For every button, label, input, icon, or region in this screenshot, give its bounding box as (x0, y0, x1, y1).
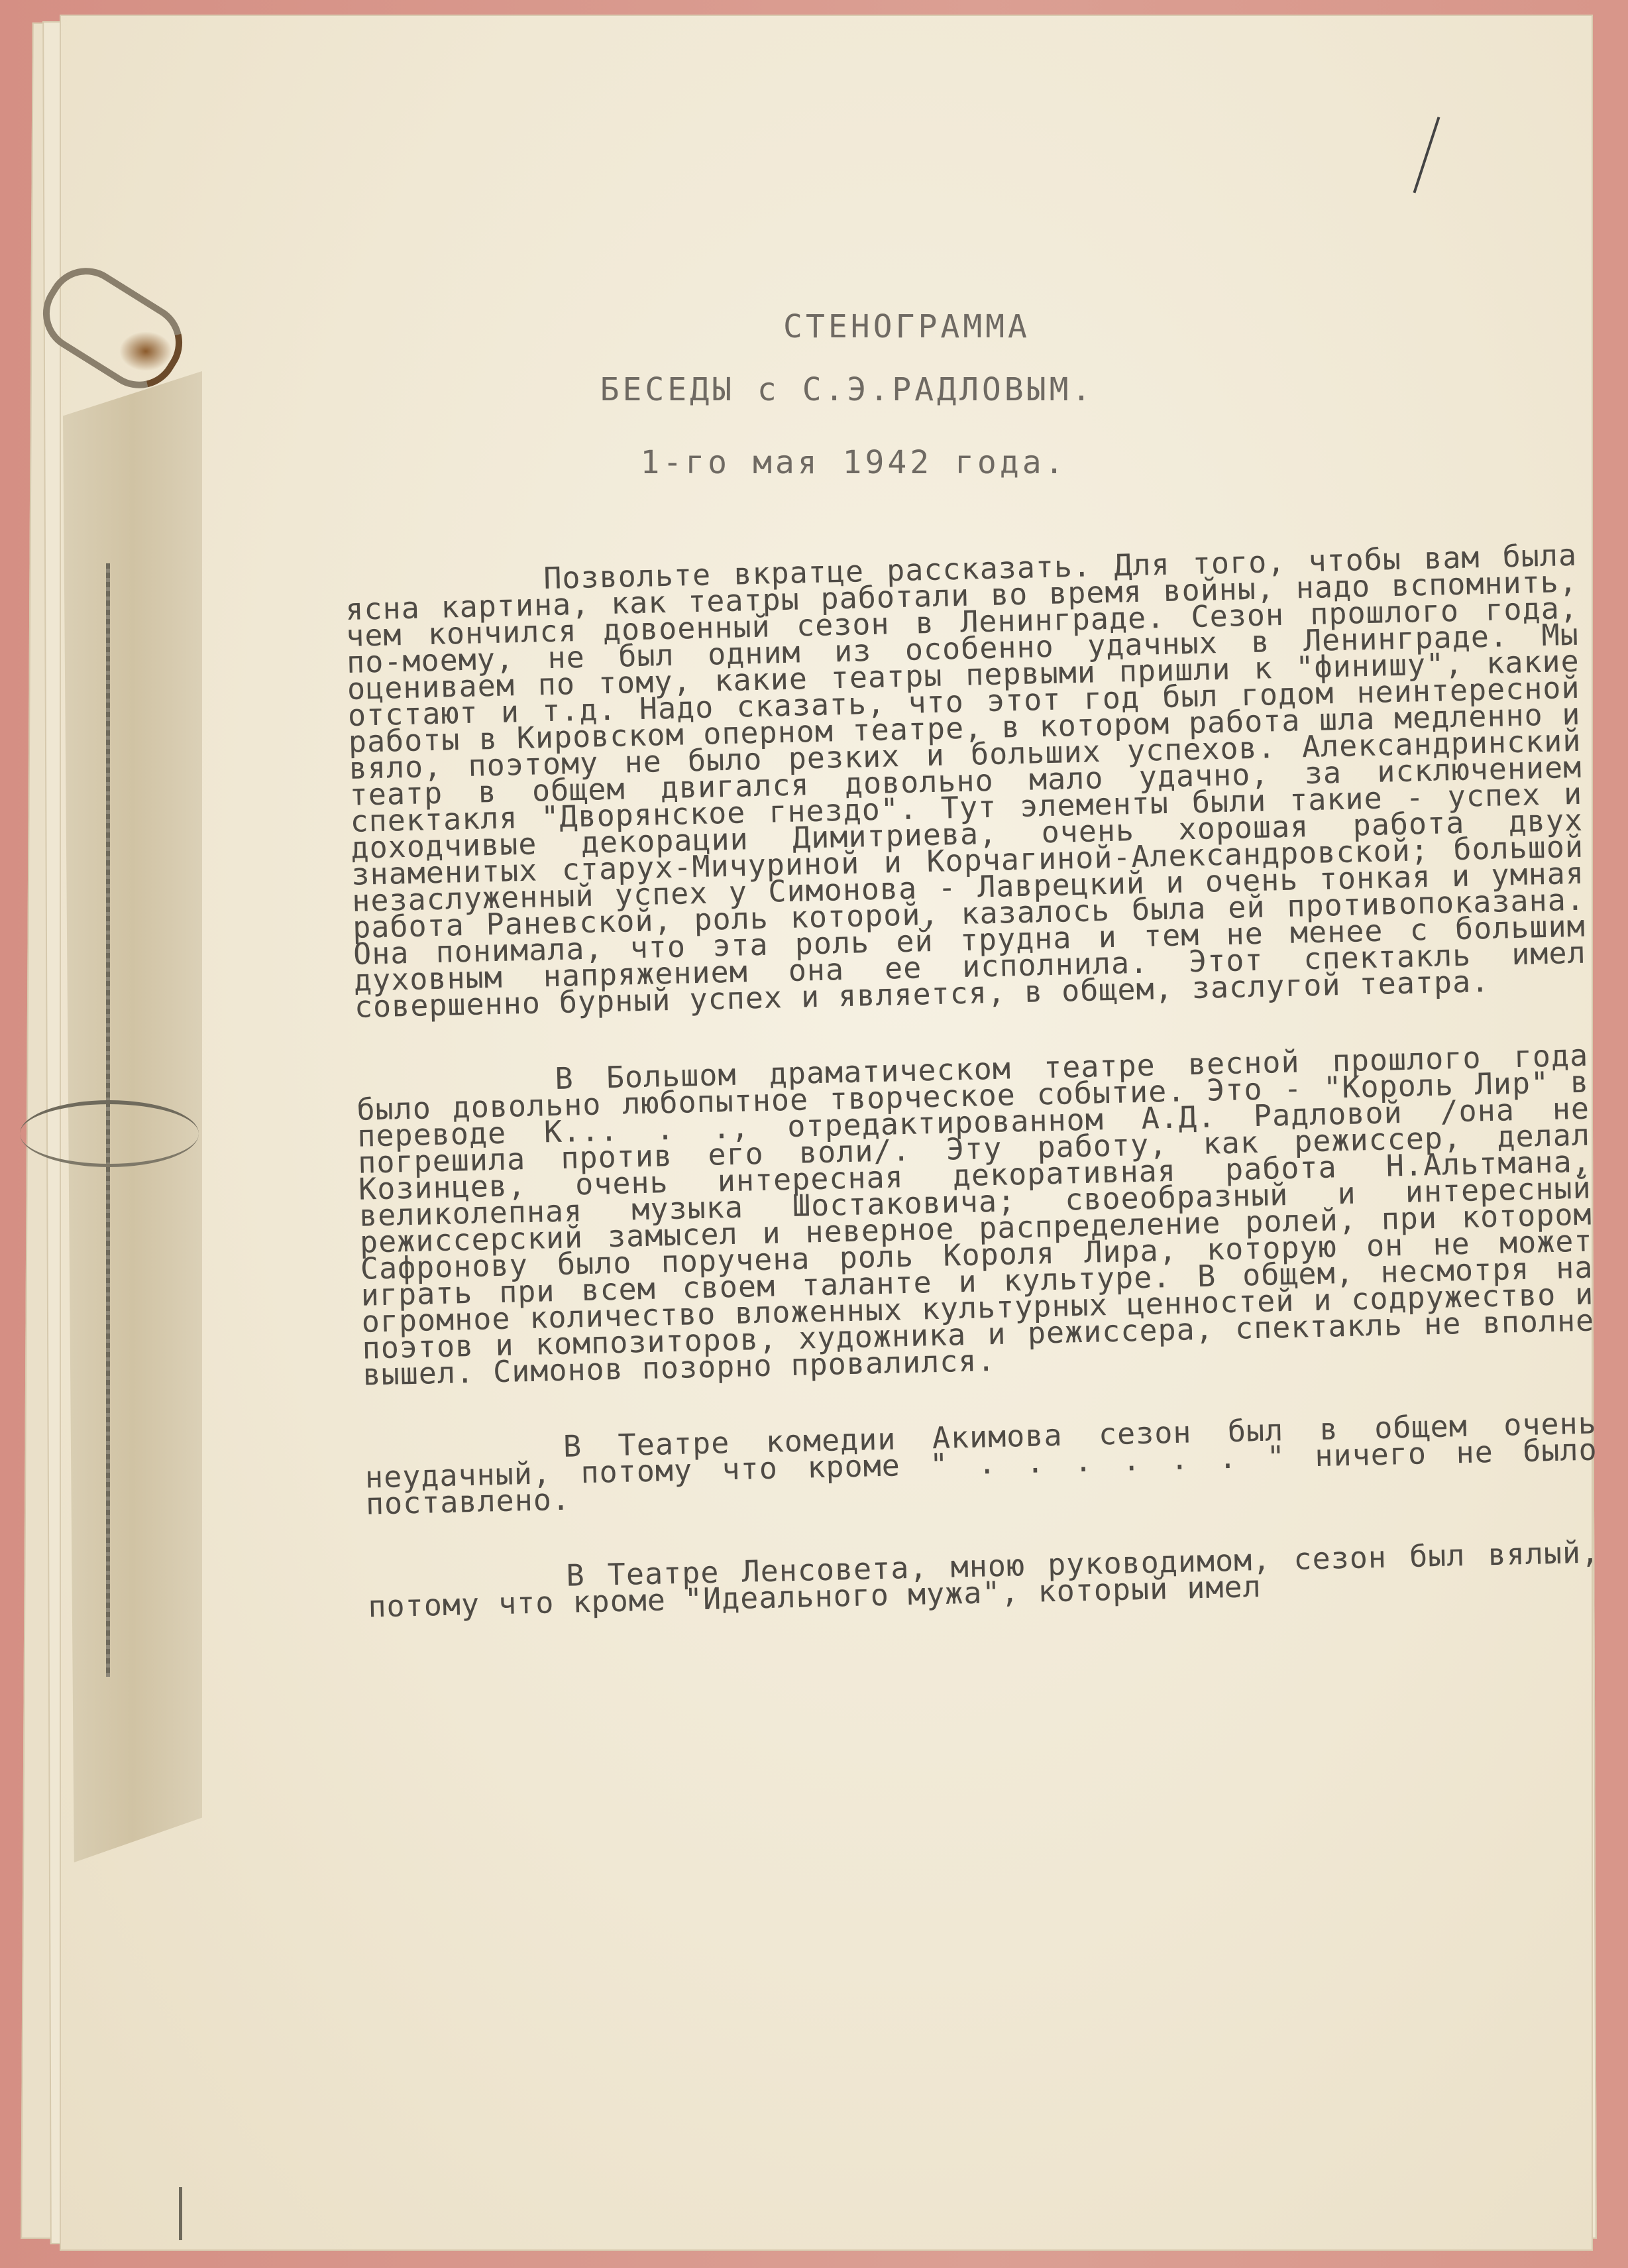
document-date: 1-го мая 1942 года. (640, 444, 1067, 481)
string-knot (20, 1100, 199, 1167)
paragraph: В Театре комедии Акимова сезон был в общем очень неудачный, потому что кроме " . . . . . . " ничего не было поставлено. (364, 1405, 1598, 1522)
document-subtitle: БЕСЕДЫ с С.Э.РАДЛОВЫМ. (600, 371, 1095, 408)
paragraph: Позвольте вкратце рассказать. Для того, чтобы вам была ясна картина, как театры работали во время войны, надо вспомнить, чем кончился довоенный сезон в Ленинграде. Сезон прошлого года, по-моему, не был одним из особенно удачных в Ленинграде. Мы оцениваем по тому, какие театры первыми пришли к "финишу", какие отстают и т.д. Надо сказать, что этот год был годом неинтересной работы в Кировском оперном театре, в котором работа шла медленно и вяло, поэтому не было резких и больших успехов. Александринский театр в общем двигался довольно мало удачно, за исключением спектакля "Дворянское гнездо". Тут элементы были такие - успех и доходчивые декорации Димитриева, очень хорошая работа двух знаменитых старух-Мичуриной и Корчагиной-Александровской; большой незаслуженный успех у Симонова - Лаврецкий и очень тонкая и умная работа Раневской, роль которой, казалось была ей противопоказана. Она понимала, что эта роль ей трудна и тем не менее с большим духовным напряжением она ее исполнила. Этот спектакль имел совершенно бурный успех и является, в общем, заслугой театра. (345, 537, 1587, 1025)
document-body (345, 537, 1600, 1624)
paragraph: В Большом драматическом театре весной прошлого года было довольно любопытное творческое событие. Это - "Король Лир" в переводе К... . ., отредактированном А.Д. Радловой /она не погрешила против его воли/. Эту работу, как режиссер, делал Козинцев, очень интересная декоративная работа Н.Альтмана, великолепная музыка Шостаковича; своеобразный и интересный режиссерский замысел и неверное распределение ролей, при котором Сафронову было поручена роль Короля Лира, которую он не может играть при всем своем таланте и культуре. В общем, несмотря на огромное количество вложенных культурных ценностей и содружество и поэтов и композиторов, художника и режиссера, спектакль не вполне вышел. Симонов позорно провалился. (356, 1037, 1595, 1392)
thread-end (179, 2187, 182, 2240)
paragraph: В Театре Ленсовета, мною руководимом, сезон был вялый, потому что кроме "Идеального мужа", который имел (367, 1534, 1600, 1624)
document-title: СТЕНОГРАММА (783, 308, 1030, 345)
